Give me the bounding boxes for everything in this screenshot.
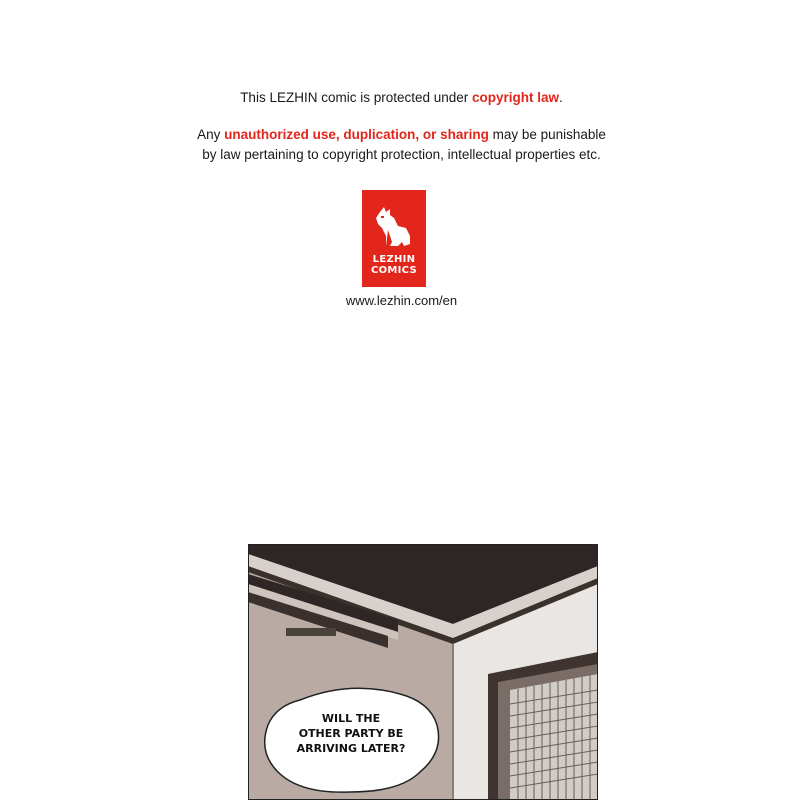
logo-text-comics: COMICS bbox=[370, 265, 418, 276]
copyright-notice-line-1: This LEZHIN comic is protected under copyright law. bbox=[240, 90, 563, 105]
speech-bubble-text: WILL THE OTHER PARTY BE ARRIVING LATER? bbox=[296, 712, 406, 755]
copyright-notice-line-3: by law pertaining to copyright protection, intellectual properties etc. bbox=[202, 147, 601, 162]
logo-text-lezhin: LEZHIN bbox=[372, 254, 416, 265]
unauthorized-use-highlight: unauthorized use, duplication, or sharing bbox=[224, 127, 489, 142]
copyright-notice-line-2: Any unauthorized use, duplication, or sharing may be punishable by law pertaining to copyright protection, intellectual properties etc. bbox=[197, 127, 606, 162]
copyright-law-highlight: copyright law bbox=[472, 90, 560, 105]
website-url[interactable]: www.lezhin.com/en bbox=[345, 293, 458, 308]
